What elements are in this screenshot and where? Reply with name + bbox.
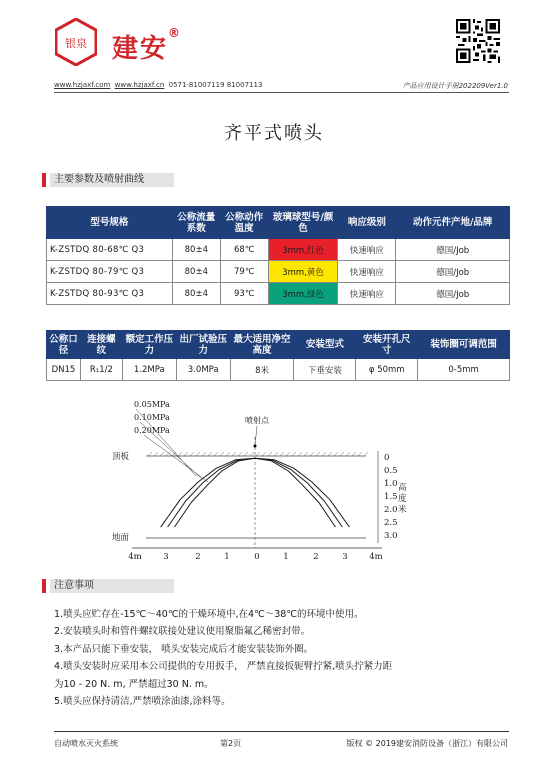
ceiling-hatch (280, 452, 284, 456)
cell-model: K-ZSTDQ 80-93℃ Q3 (47, 283, 173, 305)
col-response: 响应级别 (338, 207, 396, 239)
note-item: 为10 - 20 N. m, 严禁超过30 N. m。 (54, 678, 214, 690)
cell-diameter: DN15 (47, 359, 81, 381)
ceiling-hatch (316, 452, 320, 456)
cell-model: K-ZSTDQ 80-79℃ Q3 (47, 261, 173, 283)
x-tick-label: 3 (342, 552, 348, 562)
ceiling-hatch (286, 452, 290, 456)
col-temp: 公称动作温度 (220, 207, 268, 239)
ceiling-hatch (268, 452, 272, 456)
y-tick-label: 1.5 (384, 492, 398, 502)
col-hole-size: 安装开孔尺寸 (356, 331, 418, 359)
ceiling-hatch (238, 452, 242, 456)
cell-response: 快速响应 (338, 261, 396, 283)
spec-table (46, 206, 510, 305)
cell-k: 80±4 (172, 239, 220, 261)
ceiling-hatch (298, 452, 302, 456)
cell-rated-pressure: 1.2MPa (122, 359, 176, 381)
cell-test-pressure: 3.0MPa (176, 359, 230, 381)
section-label: 主要参数及喷射曲线 (50, 173, 174, 187)
y-tick-label: 0 (384, 453, 390, 463)
y-axis-label-char: 米 (398, 505, 407, 515)
ceiling-hatch (322, 452, 326, 456)
x-tick-label: 2 (195, 552, 201, 562)
header-divider (54, 92, 509, 93)
ceiling-hatch (196, 452, 200, 456)
page-title: 齐平式喷头 (224, 123, 324, 144)
note-item: 4.喷头安装时应采用本公司提供的专用扳手， 严禁直接扳轭臂拧紧,喷头拧紧力距 (54, 661, 393, 673)
footer-system: 自动喷水灭火系统 (54, 739, 118, 748)
cell-max-height: 8米 (230, 359, 294, 381)
install-table-header (47, 331, 510, 359)
ceiling-hatch (172, 452, 176, 456)
footer-divider (54, 731, 509, 732)
ceiling-hatch (364, 452, 368, 456)
x-tick-label: 0 (254, 552, 260, 562)
cell-temp: 68℃ (220, 239, 268, 261)
ceiling-hatch (232, 452, 236, 456)
ceiling-hatch (154, 452, 158, 456)
spray-curve-chart (108, 393, 408, 568)
cell-response: 快速响应 (338, 239, 396, 261)
ceiling-hatch (292, 452, 296, 456)
ceiling-hatch (334, 452, 338, 456)
ceiling-hatch (340, 452, 344, 456)
note-item: 3.本产品只能下垂安装， 喷头安装完成后才能安装装饰外圈。 (54, 643, 314, 655)
col-test-pressure: 出厂试验压力 (176, 331, 230, 359)
x-tick-label: 4m (369, 552, 383, 562)
note-item: 1.喷头应贮存在-15℃～40℃的干燥环境中,在4℃～38℃的环境中使用。 (54, 609, 364, 620)
ceiling-hatch (178, 452, 182, 456)
ceiling-hatch (160, 452, 164, 456)
table-row (47, 283, 510, 305)
cell-hole-size: φ 50mm (356, 359, 418, 381)
y-tick-label: 0.5 (384, 466, 398, 476)
spec-table-header (47, 207, 510, 239)
website-link-cn[interactable]: www.hzjaxf.cn (114, 81, 165, 89)
note-item: 2.安装喷头时和管件螺纹联接处建议使用聚脂氟乙稀密封带。 (54, 626, 311, 638)
brand-name: 建安® (112, 26, 181, 64)
cell-bulb: 3mm,黄色 (268, 261, 338, 283)
apex-label: 喷射点 (245, 416, 269, 425)
ceiling-hatch (184, 452, 188, 456)
pressure-label: 0.10MPa (134, 413, 170, 422)
notes-list (54, 606, 510, 710)
ceiling-label: 顶板 (112, 452, 130, 462)
y-axis-label-char: 高 (398, 483, 407, 493)
ceiling-hatch (274, 452, 278, 456)
install-table (46, 330, 510, 381)
ceiling-hatch (190, 452, 194, 456)
ceiling-hatch (262, 452, 266, 456)
cell-origin: 德国/Job (396, 283, 510, 305)
pressure-label: 0.05MPa (134, 400, 170, 409)
col-max-height: 最大适用净空高度 (230, 331, 294, 359)
qr-code-icon[interactable] (456, 19, 500, 63)
cell-temp: 93℃ (220, 283, 268, 305)
section-marker (42, 579, 46, 593)
col-k-factor: 公称流量系数 (172, 207, 220, 239)
table-row (47, 261, 510, 283)
section-marker (42, 173, 46, 187)
floor-label: 地面 (112, 533, 130, 543)
footer-page-number: 第2页 (220, 739, 242, 748)
pressure-leader (144, 435, 208, 482)
ceiling-hatch (214, 452, 218, 456)
cell-temp: 79℃ (220, 261, 268, 283)
apex-point (254, 445, 257, 448)
contact-info (54, 81, 262, 89)
table-row (47, 239, 510, 261)
cell-bulb: 3mm,绿色 (268, 283, 338, 305)
phone-numbers: 0571-81007119 81007113 (168, 81, 263, 89)
y-axis-label-char: 度 (398, 494, 407, 504)
table-row (47, 359, 510, 381)
col-install-type: 安装型式 (294, 331, 356, 359)
cell-k: 80±4 (172, 283, 220, 305)
col-ring-range: 装饰圈可调范围 (418, 331, 510, 359)
col-diameter: 公称口径 (47, 331, 81, 359)
website-link-com[interactable]: www.hzjaxf.com (54, 81, 111, 89)
ceiling-hatch (220, 452, 224, 456)
y-tick-label: 1.0 (384, 479, 398, 489)
y-tick-label: 2.0 (384, 505, 398, 515)
section-notes-heading (42, 579, 174, 593)
ceiling-hatch (358, 452, 362, 456)
y-tick-label: 2.5 (384, 518, 398, 528)
ceiling-hatch (244, 452, 248, 456)
col-model: 型号规格 (47, 207, 173, 239)
x-tick-label: 1 (283, 552, 289, 562)
ceiling-hatch (328, 452, 332, 456)
x-tick-label: 1 (224, 552, 230, 562)
brand-logo-icon (55, 18, 97, 66)
col-rated-pressure: 额定工作压力 (122, 331, 176, 359)
cell-install-type: 下垂安装 (294, 359, 356, 381)
ceiling-hatch (256, 452, 260, 456)
section-parameters-heading (42, 173, 174, 187)
footer-copyright: 版权 © 2019建安消防设备（浙江）有限公司 (346, 739, 508, 748)
cell-bulb: 3mm,红色 (268, 239, 338, 261)
cell-origin: 德国/Job (396, 261, 510, 283)
ceiling-hatch (148, 452, 152, 456)
note-item: 5.喷头应保持清洁,严禁喷涂油漆,涂料等。 (54, 696, 231, 708)
section-label: 注意事项 (50, 579, 174, 593)
ceiling-hatch (250, 452, 254, 456)
ceiling-hatch (346, 452, 350, 456)
ceiling-hatch (208, 452, 212, 456)
logo-text: 银泉 (65, 37, 87, 50)
x-tick-label: 3 (163, 552, 169, 562)
apex-leader (255, 426, 257, 445)
x-tick-label: 4m (128, 552, 142, 562)
ceiling-hatch (352, 452, 356, 456)
ceiling-hatch (310, 452, 314, 456)
y-tick-label: 3.0 (384, 531, 398, 541)
manual-version: 产品应用设计手册202209Ver1.0 (402, 82, 508, 90)
col-thread: 连接螺纹 (80, 331, 122, 359)
pressure-label: 0.20MPa (134, 426, 170, 435)
ceiling-hatch (202, 452, 206, 456)
col-origin: 动作元件产地/品牌 (396, 207, 510, 239)
cell-model: K-ZSTDQ 80-68℃ Q3 (47, 239, 173, 261)
col-bulb: 玻璃球型号/颜色 (268, 207, 338, 239)
cell-response: 快速响应 (338, 283, 396, 305)
x-tick-label: 2 (313, 552, 319, 562)
cell-ring-range: 0-5mm (418, 359, 510, 381)
ceiling-hatch (304, 452, 308, 456)
cell-thread: R₁1/2 (80, 359, 122, 381)
cell-origin: 德国/Job (396, 239, 510, 261)
cell-k: 80±4 (172, 261, 220, 283)
ceiling-hatch (226, 452, 230, 456)
